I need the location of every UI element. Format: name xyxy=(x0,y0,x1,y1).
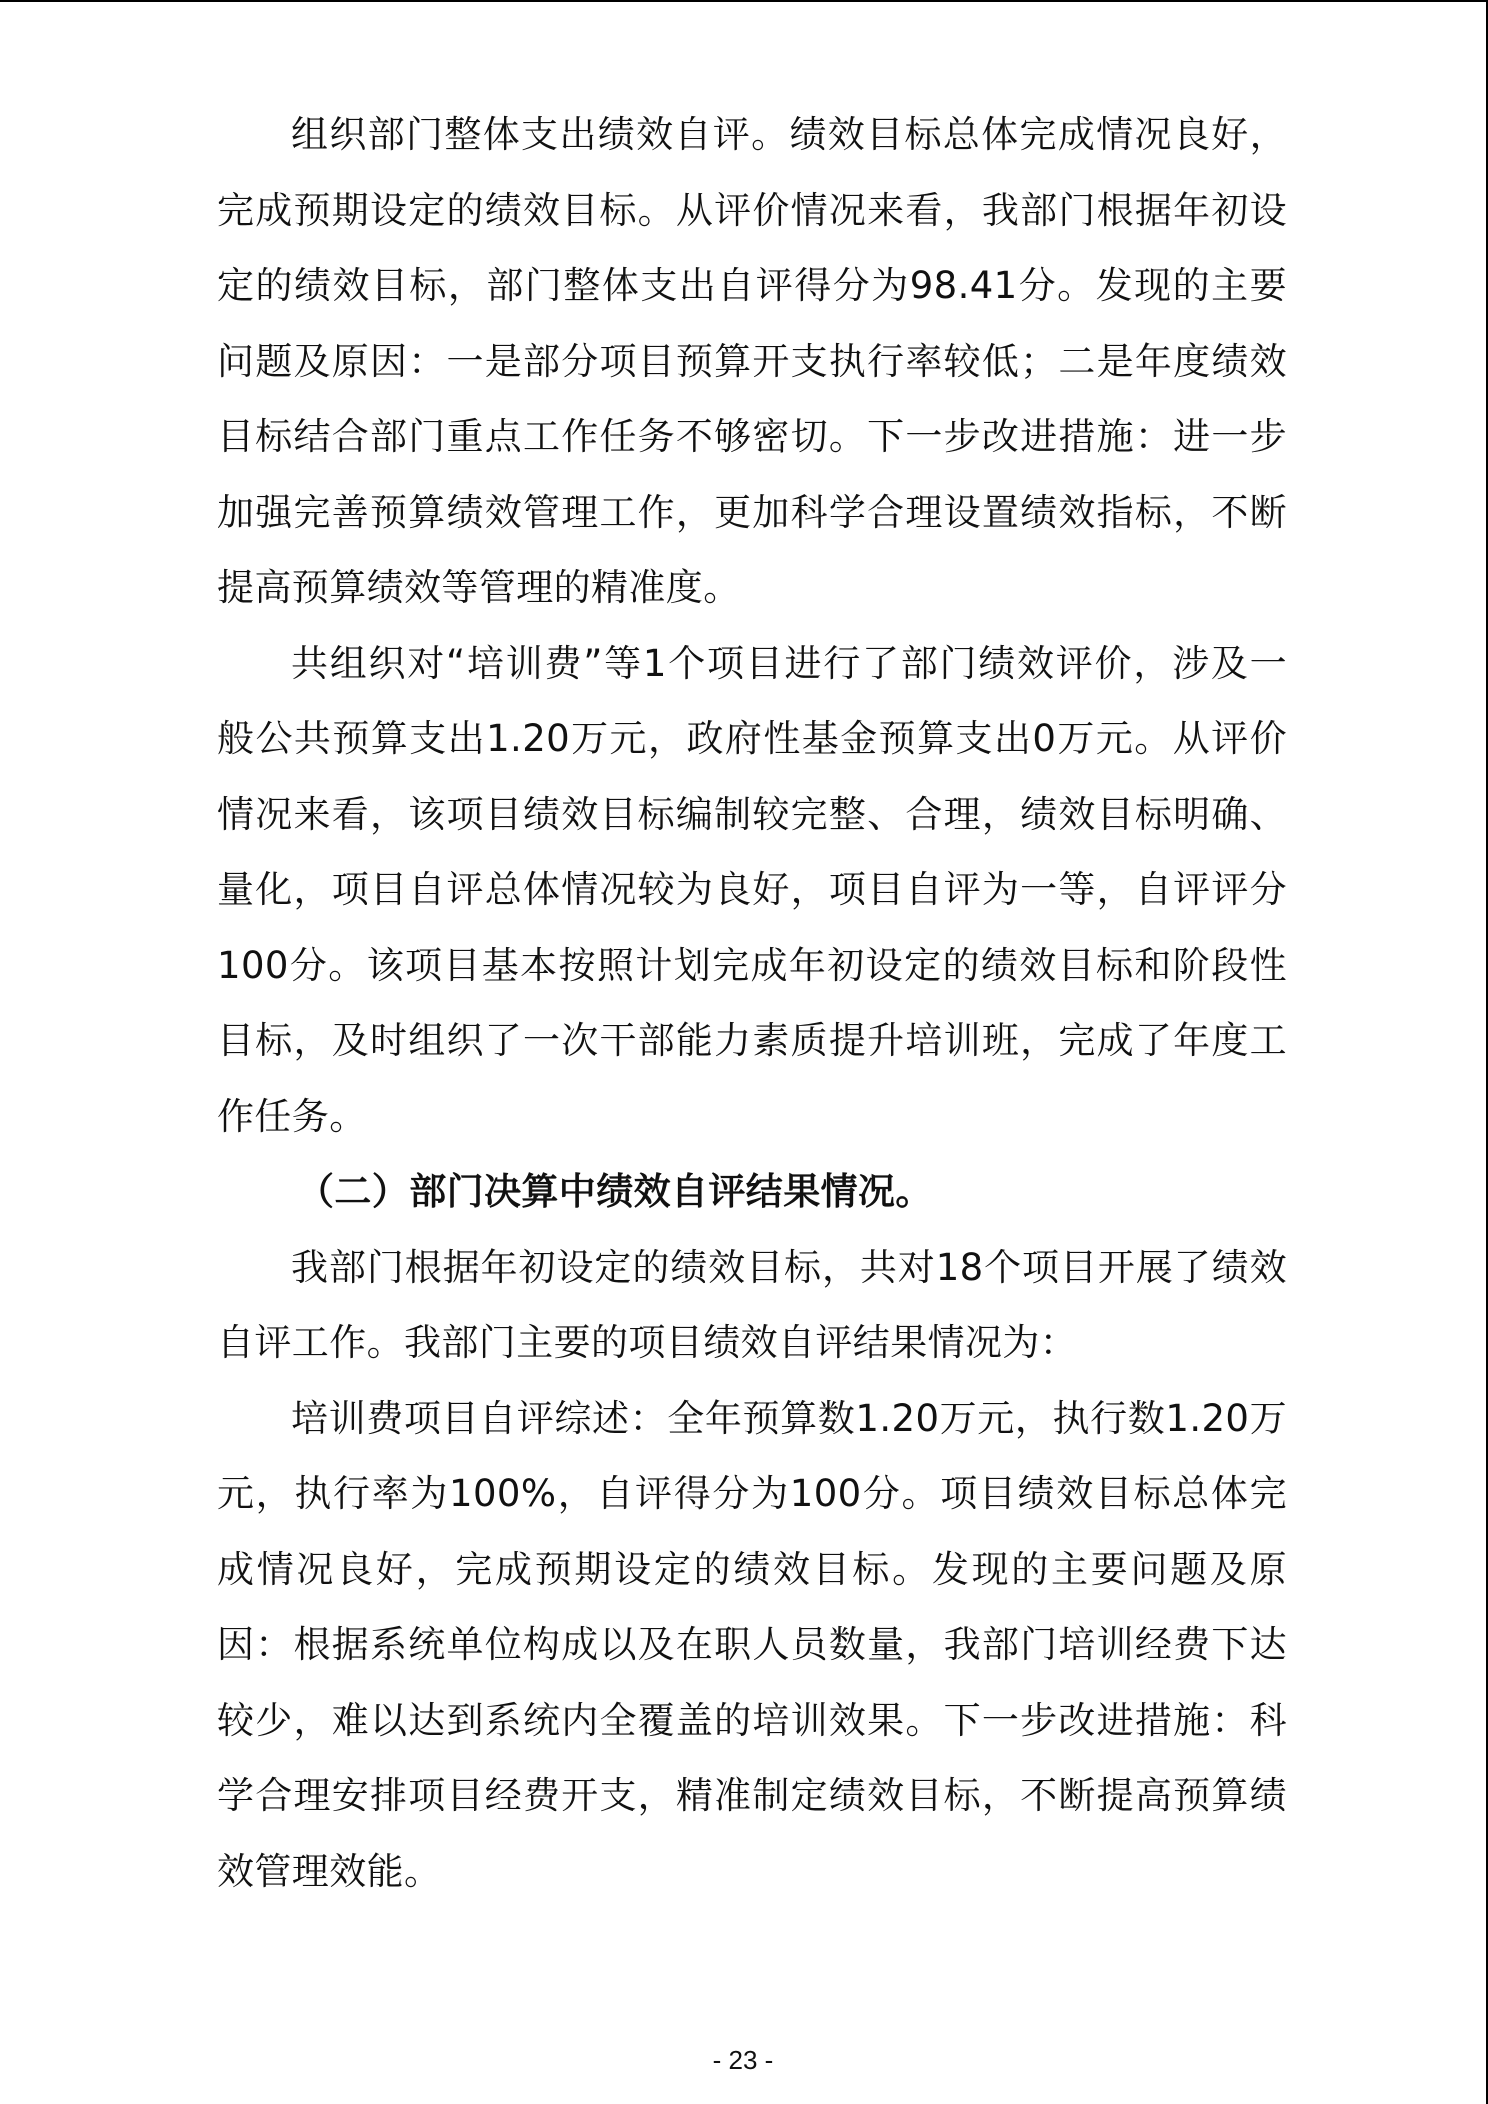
paragraph-training-fee-summary: 培训费项目自评综述：全年预算数1.20万元，执行数1.20万元，执行率为100%，自评得分为100分。项目绩效目标总体完成情况良好，完成预期设定的绩效目标。发现的主要问题及原因：根据系统单位构成以及在职人员数量，我部门培训经费下达较少，难以达到系统内全覆盖的培训效果。下一步改进措施：科学合理安排项目经费开支，精准制定绩效目标，不断提高预算绩效管理效能。 xyxy=(217,1396,1287,1893)
paragraph-department-evaluation: 组织部门整体支出绩效自评。绩效目标总体完成情况良好，完成预期设定的绩效目标。从评价情况来看，我部门根据年初设定的绩效目标，部门整体支出自评得分为98.41分。发现的主要问题及原因：一是部分项目预算开支执行率较低；二是年度绩效目标结合部门重点工作任务不够密切。下一步改进措施：进一步加强完善预算绩效管理工作，更加科学合理设置绩效指标，不断提高预算绩效等管理的精准度。 xyxy=(217,113,1287,609)
page-number: - 23 - xyxy=(712,2045,774,2075)
paragraph-training-fee-evaluation: 共组织对“培训费”等1个项目进行了部门绩效评价，涉及一般公共预算支出1.20万元，政府性基金预算支出0万元。从评价情况来看，该项目绩效目标编制较完整、合理，绩效目标明确、量化，项目自评总体情况较为良好，项目自评为一等，自评评分100分。该项目基本按照计划完成年初设定的绩效目标和阶段性目标，及时组织了一次干部能力素质提升培训班，完成了年度工作任务。 xyxy=(217,641,1287,1138)
paragraph-self-evaluation-intro: 我部门根据年初设定的绩效目标，共对18个项目开展了绩效自评工作。我部门主要的项目绩效自评结果情况为： xyxy=(217,1245,1287,1364)
section-heading: （二）部门决算中绩效自评结果情况。 xyxy=(297,1170,933,1213)
page-body xyxy=(217,97,1287,1909)
